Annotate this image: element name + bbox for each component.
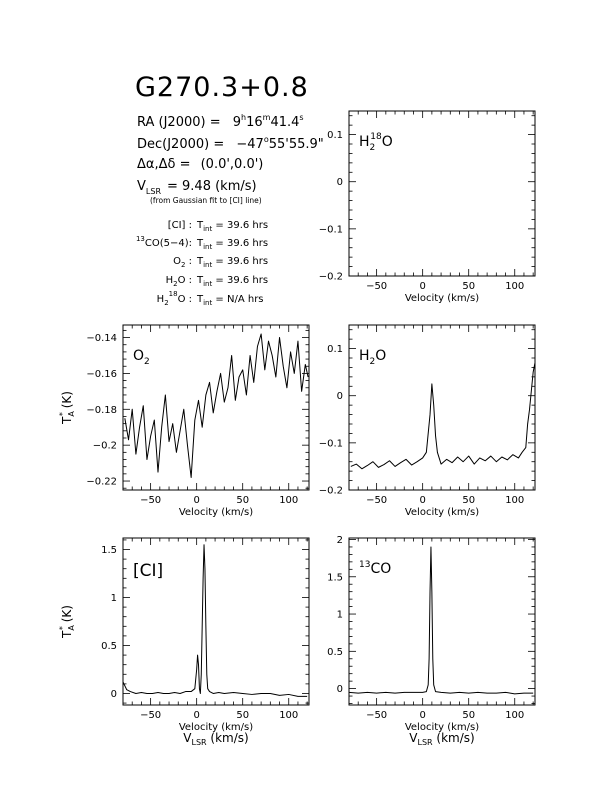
series-line-o2 bbox=[125, 334, 308, 477]
x-axis-label: $V_{LSR}$ (km/s) bbox=[409, 731, 475, 747]
tint-species-3: $H_2O$ : bbox=[165, 275, 192, 288]
x-tick-label: 100 bbox=[279, 710, 299, 721]
species-label-h2o: $H_2O$ bbox=[359, 348, 387, 367]
y-tick-label: 1 bbox=[110, 593, 117, 605]
source-title: G270.3+0.8 bbox=[135, 72, 309, 103]
y-axis-label: $T_A*$ (K) bbox=[58, 391, 76, 424]
tint-value-3: $T_{int} = 39.6$ hrs bbox=[197, 275, 269, 288]
y-tick-label: −0.14 bbox=[86, 333, 117, 345]
chart-ci bbox=[58, 538, 309, 747]
x-tick-label: 100 bbox=[505, 710, 525, 721]
x-tick-label: 50 bbox=[462, 495, 476, 506]
y-tick-label: 1 bbox=[336, 609, 343, 621]
y-axis-label: $T_A*$ (K) bbox=[58, 605, 76, 638]
tint-species-4: $H_2^{18}O$ : bbox=[156, 290, 192, 307]
y-tick-label: 1.5 bbox=[101, 545, 117, 557]
chart-h218o bbox=[319, 111, 535, 304]
chart-h2o bbox=[319, 325, 535, 518]
y-tick-label: −0.16 bbox=[86, 368, 117, 380]
tint-species-2: $O_2$ : bbox=[173, 256, 192, 269]
x-tick-label: 100 bbox=[505, 495, 525, 506]
x-tick-label: 0 bbox=[419, 710, 426, 721]
y-tick-label: 0 bbox=[336, 177, 343, 189]
y-tick-label: 0.1 bbox=[327, 344, 343, 356]
y-tick-label: 0 bbox=[110, 688, 117, 700]
x-axis-label: Velocity (km/s) bbox=[178, 507, 254, 518]
x-tick-label: 50 bbox=[236, 495, 250, 506]
y-tick-label: 1.5 bbox=[327, 572, 343, 584]
y-tick-label: 0.1 bbox=[327, 130, 343, 142]
tint-species-1: $^{13}$CO(5−4): bbox=[135, 235, 192, 249]
x-axis-label-top: Velocity (km/s) bbox=[178, 722, 254, 733]
species-label-h218o: $H_218O$ bbox=[359, 132, 393, 153]
y-tick-label: −0.18 bbox=[86, 404, 117, 416]
series-line-h2o bbox=[351, 363, 535, 469]
tint-value-2: $T_{int} = 39.6$ hrs bbox=[197, 256, 269, 269]
y-tick-label: −0.2 bbox=[92, 440, 117, 452]
y-tick-label: 0.5 bbox=[327, 646, 343, 658]
vlsr-line: $V_{LSR} = 9.48$ (km/s) bbox=[137, 179, 257, 196]
y-tick-label: 0 bbox=[336, 391, 343, 403]
y-tick-label: 0.5 bbox=[101, 640, 117, 652]
x-tick-label: −50 bbox=[366, 495, 388, 506]
y-tick-label: 2 bbox=[336, 534, 343, 546]
chart-o2 bbox=[58, 325, 309, 518]
x-axis-label-top: Velocity (km/s) bbox=[404, 722, 480, 733]
x-tick-label: 0 bbox=[193, 710, 200, 721]
tint-value-4: $T_{int} = N/A$ hrs bbox=[197, 294, 264, 307]
charts-container bbox=[58, 111, 535, 747]
integration-time-list bbox=[136, 220, 268, 307]
x-tick-label: 50 bbox=[236, 710, 250, 721]
x-tick-label: −50 bbox=[140, 495, 162, 506]
species-label-o2: $O_2$ bbox=[133, 348, 150, 367]
x-tick-label: 100 bbox=[279, 495, 299, 506]
y-tick-label: 0 bbox=[336, 684, 343, 696]
x-tick-label: 0 bbox=[419, 281, 426, 292]
y-tick-label: −0.22 bbox=[86, 476, 117, 488]
y-tick-label: −0.1 bbox=[318, 224, 343, 236]
tint-value-0: $T_{int} = 39.6$ hrs bbox=[197, 220, 269, 233]
x-tick-label: 0 bbox=[193, 495, 200, 506]
offset-line: Δα,Δδ = (0.0',0.0') bbox=[137, 157, 264, 172]
ra-line: RA (J2000) = 9$^h$16$^m$41.4$^s$ bbox=[137, 113, 304, 130]
chart-13co bbox=[327, 535, 535, 747]
species-label-13co: $^{13}$CO bbox=[359, 560, 392, 577]
species-label-ci: [CI] bbox=[133, 561, 164, 581]
x-tick-label: 50 bbox=[462, 710, 476, 721]
x-tick-label: −50 bbox=[366, 281, 388, 292]
header-block bbox=[135, 72, 324, 307]
tint-value-1: $T_{int} = 39.6$ hrs bbox=[197, 238, 269, 251]
x-tick-label: −50 bbox=[140, 710, 162, 721]
x-axis-label: $V_{LSR}$ (km/s) bbox=[183, 731, 249, 747]
vlsr-note: (from Gaussian fit to [CI] line) bbox=[150, 196, 262, 205]
x-tick-label: 50 bbox=[462, 281, 476, 292]
x-tick-label: −50 bbox=[366, 710, 388, 721]
x-tick-label: 100 bbox=[505, 281, 525, 292]
y-tick-label: −0.1 bbox=[318, 438, 343, 450]
tint-species-0: [CI] : bbox=[167, 220, 192, 231]
y-tick-label: −0.2 bbox=[318, 485, 343, 497]
x-axis-label: Velocity (km/s) bbox=[404, 293, 480, 304]
x-axis-label: Velocity (km/s) bbox=[404, 507, 480, 518]
dec-line: Dec(J2000) = $-47^o55'55.9$" bbox=[137, 135, 324, 152]
x-tick-label: 0 bbox=[419, 495, 426, 506]
y-tick-label: −0.2 bbox=[318, 271, 343, 283]
